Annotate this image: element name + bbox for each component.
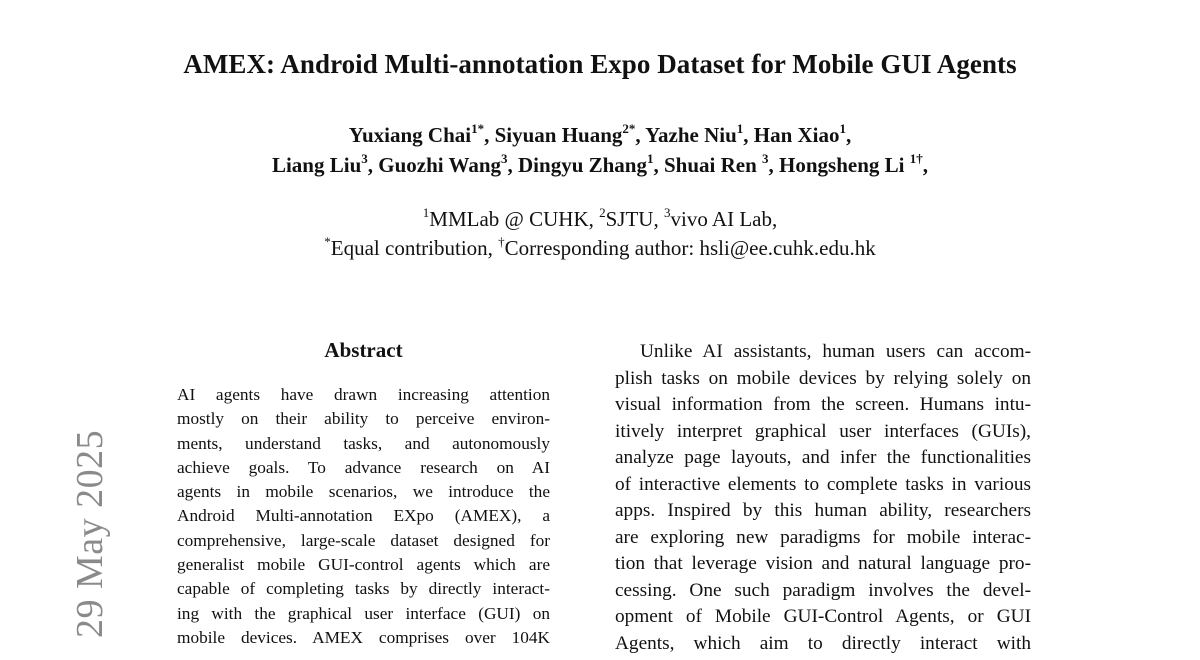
affiliation-text: Corresponding author: hsli@ee.cuhk.edu.hk (504, 236, 876, 260)
abstract-heading: Abstract (324, 338, 403, 362)
author-line-1 (0, 120, 1200, 150)
author-name: Guozhi Wang (378, 153, 502, 177)
author-name: Shuai Ren (664, 153, 763, 177)
affiliation-text: Equal contribution, (330, 236, 499, 260)
affiliation-text: MMLab @ CUHK, (429, 207, 600, 231)
affiliation-line-2 (0, 234, 1200, 263)
affiliation-mark: 2 (599, 205, 606, 220)
author-affiliation-mark: 1† (909, 151, 923, 166)
abstract-text (177, 383, 550, 650)
affiliation-line-1 (0, 205, 1200, 234)
author-affiliation-mark: 1* (471, 121, 485, 136)
affiliation-text: vivo AI Lab, (670, 207, 778, 231)
author-affiliation-mark: 3 (762, 151, 769, 166)
text-line: Agents, which aim to directly interact with (615, 632, 1031, 654)
text-line: capable of completing tasks by directly interact- (177, 579, 550, 599)
text-line: ments, understand tasks, and autonomously (177, 433, 550, 453)
text-line: tion that leverage vision and natural language pro- (615, 553, 1031, 574)
author-affiliation-mark: 1 (736, 121, 744, 136)
author-name: Yuxiang Chai (348, 123, 472, 147)
affiliation-mark: * (324, 234, 331, 249)
author-affiliation-mark: 1 (839, 121, 847, 136)
introduction-text (615, 339, 1031, 657)
text-line: AI agents have drawn increasing attention (177, 385, 550, 404)
text-line: apps. Inspired by this human ability, researchers (615, 500, 1031, 521)
text-line: analyze page layouts, and infer the functionalities (615, 447, 1031, 468)
affiliation-mark: 1 (422, 205, 430, 220)
author-name: Yazhe Niu (645, 123, 737, 147)
arxiv-date-stamp: 29 May 2025 (69, 429, 111, 638)
text-line: agents in mobile scenarios, we introduce the (177, 482, 550, 502)
text-line: mostly on their ability to perceive environ- (177, 409, 550, 429)
author-separator: , (635, 123, 646, 147)
author-name: Hongsheng Li (779, 153, 910, 177)
author-separator: , (507, 153, 519, 177)
text-line: of interactive elements to complete tasks in various (615, 473, 1031, 495)
author-separator: , (846, 123, 852, 147)
author-name: Dingyu Zhang (518, 153, 647, 177)
author-list (0, 120, 1200, 180)
text-line: cessing. One such paradigm involves the devel- (615, 579, 1031, 601)
affiliation-mark: † (498, 234, 505, 249)
author-name: Liang Liu (271, 153, 362, 177)
author-name: Siyuan Huang (494, 123, 623, 147)
text-line: comprehensive, large-scale dataset designed for (177, 530, 550, 550)
author-affiliation-mark: 1 (647, 151, 654, 166)
text-line: achieve goals. To advance research on AI (177, 457, 550, 477)
author-separator: , (653, 153, 664, 177)
affiliation-mark: 3 (663, 205, 671, 220)
text-line: Unlike AI assistants, human users can accom- (640, 341, 1031, 362)
text-line: Android Multi-annotation EXpo (AMEX), a (177, 506, 550, 526)
author-affiliation-mark: 2* (622, 121, 636, 136)
text-line: opment of Mobile GUI-Control Agents, or GUI (615, 606, 1031, 627)
text-line: itively interpret graphical user interfaces (GUIs), (615, 420, 1031, 442)
text-line: visual information from the screen. Humans intu- (615, 394, 1031, 415)
author-affiliation-mark: 3 (501, 151, 508, 166)
text-line: plish tasks on mobile devices by relying solely on (615, 367, 1031, 389)
author-line-2 (0, 150, 1200, 180)
author-separator: , (484, 123, 495, 147)
author-separator: , (768, 153, 780, 177)
text-line: are exploring new paradigms for mobile interac- (615, 526, 1031, 548)
author-affiliation-mark: 3 (361, 151, 368, 166)
text-line: ing with the graphical user interface (GUI) on (177, 603, 550, 623)
author-separator: , (367, 153, 379, 177)
affiliation-text: SJTU, (605, 207, 664, 231)
paper-title: AMEX: Android Multi-annotation Expo Dataset for Mobile GUI Agents (183, 49, 1017, 79)
author-separator: , (743, 123, 754, 147)
affiliations (0, 205, 1200, 263)
arxiv-side-stamp (12, 400, 111, 660)
author-name: Han Xiao (753, 123, 840, 147)
text-line: mobile devices. AMEX comprises over 104K (177, 627, 550, 647)
text-line: generalist mobile GUI-control agents which are (177, 555, 550, 575)
author-separator: , (922, 153, 929, 177)
